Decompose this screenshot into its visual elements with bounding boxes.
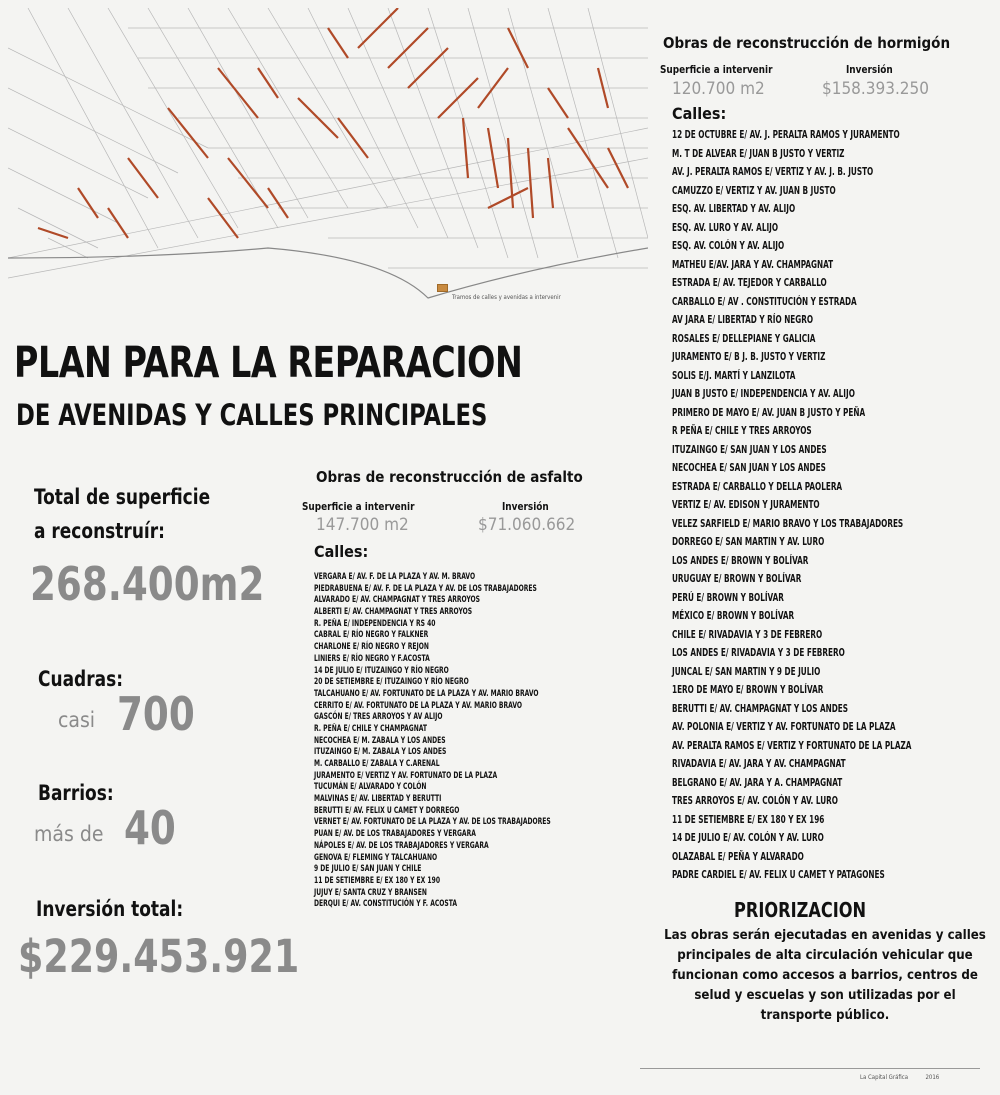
street-item: JURAMENTO E/ VERTIZ Y AV. FORTUNATO DE LA PLAZA (314, 770, 498, 781)
asfalto-superficie-label: Superficie a intervenir (302, 500, 415, 513)
asfalto-title: Obras de reconstrucción de asfalto (316, 468, 583, 486)
cuadras-label: Cuadras: (38, 667, 124, 691)
street-item: 11 DE SETIEMBRE E/ EX 180 Y EX 196 (672, 813, 825, 826)
asfalto-calles-heading: Calles: (314, 542, 369, 561)
asfalto-inversion-value: $71.060.662 (478, 515, 576, 535)
street-item: LOS ANDES E/ RIVADAVIA Y 3 DE FEBRERO (672, 647, 845, 659)
street-item: TALCAHUANO E/ AV. FORTUNATO DE LA PLAZA Y AV. MARIO BRAVO (314, 688, 539, 699)
superficie-total-value: 268.400m2 (30, 557, 265, 611)
legend-swatch (437, 284, 448, 292)
street-item: TUCUMÁN E/ ALVARADO Y COLÓN (314, 782, 427, 793)
street-item: MATHEU E/AV. JARA Y AV. CHAMPAGNAT (672, 258, 834, 271)
street-item: AV JARA E/ LIBERTAD Y RÍO NEGRO (672, 314, 814, 326)
priorizacion-text: Las obras serán ejecutadas en avenidas y calles principales de alta circulación vehicular que funcionan como accesos a barrios, centros de selud y escuelas y son utilizadas por el transporte público. (664, 928, 986, 1023)
street-item: CABRAL E/ RÍO NEGRO Y FALKNER (314, 630, 429, 641)
superficie-label-1: Total de superficie (34, 485, 211, 509)
street-item: LINIERS E/ RÍO NEGRO Y F.ACOSTA (314, 653, 430, 664)
hormigon-superficie-value: 120.700 m2 (672, 79, 765, 99)
map-base-grid (8, 8, 648, 278)
asfalto-street-list (314, 572, 618, 911)
priorizacion-title: PRIORIZACION (734, 898, 867, 922)
street-item: DORREGO E/ SAN MARTIN Y AV. LURO (672, 536, 825, 548)
footer-credit (860, 1074, 939, 1081)
street-item: ALBERTI E/ AV. CHAMPAGNAT Y TRES ARROYOS (314, 607, 473, 618)
asfalto-superficie-value: 147.700 m2 (316, 515, 409, 535)
street-item: SOLIS E/J. MARTÍ Y LANZILOTA (672, 369, 796, 382)
highlighted-streets (38, 8, 628, 238)
cuadras-prefix: casi (58, 708, 96, 732)
street-item: PRIMERO DE MAYO E/ AV. JUAN B JUSTO Y PEÑA (672, 406, 866, 419)
street-item: ESQ. AV. LIBERTAD Y AV. ALIJO (672, 203, 796, 215)
street-item: MALVINAS E/ AV. LIBERTAD Y BERUTTI (314, 794, 442, 805)
street-item: ROSALES E/ DELLEPIANE Y GALICIA (672, 332, 816, 345)
street-item: NECOCHEA E/ M. ZABALA Y LOS ANDES (314, 735, 446, 746)
street-item: RIVADAVIA E/ AV. JARA Y AV. CHAMPAGNAT (672, 758, 846, 770)
street-item: PUAN E/ AV. DE LOS TRABAJADORES Y VERGARA (314, 829, 476, 840)
street-item: CHARLONE E/ RÍO NEGRO Y REJON (314, 642, 429, 653)
street-item: GASCÓN E/ TRES ARROYOS Y AV ALIJO (314, 712, 443, 723)
hormigon-street-list (672, 126, 979, 885)
street-item: 9 DE JULIO E/ SAN JUAN Y CHILE (314, 864, 422, 875)
street-item: 14 DE JULIO E/ ITUZAINGO Y RÍO NEGRO (314, 665, 449, 676)
street-item: BERUTTI E/ AV. CHAMPAGNAT Y LOS ANDES (672, 702, 849, 715)
street-item: ESTRADA E/ CARBALLO Y DELLA PAOLERA (672, 480, 843, 493)
street-map (8, 8, 648, 308)
street-item: NECOCHEA E/ SAN JUAN Y LOS ANDES (672, 462, 826, 474)
street-item: DERQUI E/ AV. CONSTITUCIÓN Y F. ACOSTA (314, 899, 458, 910)
footer-divider (640, 1068, 980, 1069)
street-item: R PEÑA E/ CHILE Y TRES ARROYOS (672, 425, 812, 437)
street-item: PADRE CARDIEL E/ AV. FELIX U CAMET Y PATAGONES (672, 869, 885, 881)
asfalto-inversion-label: Inversión (502, 500, 549, 513)
main-subtitle: DE AVENIDAS Y CALLES PRINCIPALES (16, 398, 488, 432)
map-legend-text: Tramos de calles y avenidas a intervenir (452, 294, 561, 301)
street-item: R. PEÑA E/ INDEPENDENCIA Y RS 40 (314, 618, 436, 629)
street-item: VERTIZ E/ AV. EDISON Y JURAMENTO (672, 499, 820, 511)
street-item: PIEDRABUENA E/ AV. F. DE LA PLAZA Y AV. DE LOS TRABAJADORES (314, 583, 537, 594)
street-item: VERGARA E/ AV. F. DE LA PLAZA Y AV. M. BRAVO (314, 572, 476, 582)
hormigon-inversion-label: Inversión (846, 63, 893, 76)
street-item: R. PEÑA E/ CHILE Y CHAMPAGNAT (314, 723, 428, 734)
street-item: AV. J. PERALTA RAMOS E/ VERTIZ Y AV. J. B. JUSTO (672, 166, 874, 178)
inversion-total-label: Inversión total: (36, 897, 184, 921)
street-item: AV. PERALTA RAMOS E/ VERTIZ Y FORTUNATO DE LA PLAZA (672, 739, 912, 752)
street-item: JUJUY E/ SANTA CRUZ Y BRANSEN (314, 887, 427, 898)
street-item: CARBALLO E/ AV . CONSTITUCIÓN Y ESTRADA (672, 295, 857, 308)
street-item: BELGRANO E/ AV. JARA Y A. CHAMPAGNAT (672, 776, 843, 789)
street-item: OLAZABAL E/ PEÑA Y ALVARADO (672, 850, 804, 863)
hormigon-title: Obras de reconstrucción de hormigón (663, 34, 951, 52)
street-item: MÉXICO E/ BROWN Y BOLÍVAR (672, 610, 795, 622)
hormigon-superficie-label: Superficie a intervenir (660, 63, 773, 76)
street-item: 12 DE OCTUBRE E/ AV. J. PERALTA RAMOS Y JURAMENTO (672, 129, 900, 141)
hormigon-calles-heading: Calles: (672, 104, 727, 123)
street-item: M. CARBALLO E/ ZABALA Y C.ARENAL (314, 759, 440, 769)
street-item: JUAN B JUSTO E/ INDEPENDENCIA Y AV. ALIJO (672, 388, 855, 400)
street-item: JURAMENTO E/ B J. B. JUSTO Y VERTIZ (672, 351, 826, 363)
street-item: CERRITO E/ AV. FORTUNATO DE LA PLAZA Y AV. MARIO BRAVO (314, 700, 523, 711)
street-item: 20 DE SETIEMBRE E/ ITUZAINGO Y RÍO NEGRO (314, 677, 469, 688)
street-item: PERÚ E/ BROWN Y BOLÍVAR (672, 591, 784, 604)
footer-year: 2016 (925, 1074, 940, 1081)
street-item: JUNCAL E/ SAN MARTIN Y 9 DE JULIO (672, 665, 821, 678)
street-item: GENOVA E/ FLEMING Y TALCAHUANO (314, 852, 438, 863)
street-item: TRES ARROYOS E/ AV. COLÓN Y AV. LURO (672, 795, 838, 807)
street-item: VERNET E/ AV. FORTUNATO DE LA PLAZA Y AV. DE LOS TRABAJADORES (314, 817, 551, 828)
street-item: NÁPOLES E/ AV. DE LOS TRABAJADORES Y VERGARA (314, 840, 489, 851)
map-outline (8, 248, 648, 298)
footer-credit-text: La Capital Gráfica (860, 1074, 909, 1081)
barrios-label: Barrios: (38, 781, 114, 805)
street-item: 1ERO DE MAYO E/ BROWN Y BOLÍVAR (672, 684, 824, 696)
street-item: M. T DE ALVEAR E/ JUAN B JUSTO Y VERTIZ (672, 147, 845, 160)
street-item: ESQ. AV. LURO Y AV. ALIJO (672, 221, 779, 234)
street-item: ESQ. AV. COLÓN Y AV. ALIJO (672, 240, 785, 252)
street-item: AV. POLONIA E/ VERTIZ Y AV. FORTUNATO DE LA PLAZA (672, 721, 896, 733)
superficie-label-2: a reconstruír: (34, 519, 165, 543)
street-item: ITUZAINGO E/ M. ZABALA Y LOS ANDES (314, 747, 447, 758)
street-item: CAMUZZO E/ VERTIZ Y AV. JUAN B JUSTO (672, 184, 836, 197)
main-title: PLAN PARA LA REPARACION (14, 338, 523, 388)
street-item: ITUZAINGO E/ SAN JUAN Y LOS ANDES (672, 443, 827, 456)
street-item: BERUTTI E/ AV. FELIX U CAMET Y DORREGO (314, 805, 460, 816)
inversion-total-value: $229.453.921 (18, 930, 300, 983)
street-item: 11 DE SETIEMBRE E/ EX 180 Y EX 190 (314, 875, 441, 886)
barrios-value: 40 (124, 801, 176, 855)
street-item: URUGUAY E/ BROWN Y BOLÍVAR (672, 573, 802, 585)
street-item: VELEZ SARFIELD E/ MARIO BRAVO Y LOS TRABAJADORES (672, 517, 904, 530)
street-item: ESTRADA E/ AV. TEJEDOR Y CARBALLO (672, 277, 827, 289)
street-item: ALVARADO E/ AV. CHAMPAGNAT Y TRES ARROYOS (314, 595, 481, 606)
hormigon-inversion-value: $158.393.250 (822, 79, 929, 99)
barrios-prefix: más de (34, 822, 104, 846)
street-item: LOS ANDES E/ BROWN Y BOLÍVAR (672, 554, 809, 567)
cuadras-value: 700 (117, 687, 195, 741)
street-item: CHILE E/ RIVADAVIA Y 3 DE FEBRERO (672, 628, 823, 641)
street-item: 14 DE JULIO E/ AV. COLÓN Y AV. LURO (672, 832, 824, 844)
